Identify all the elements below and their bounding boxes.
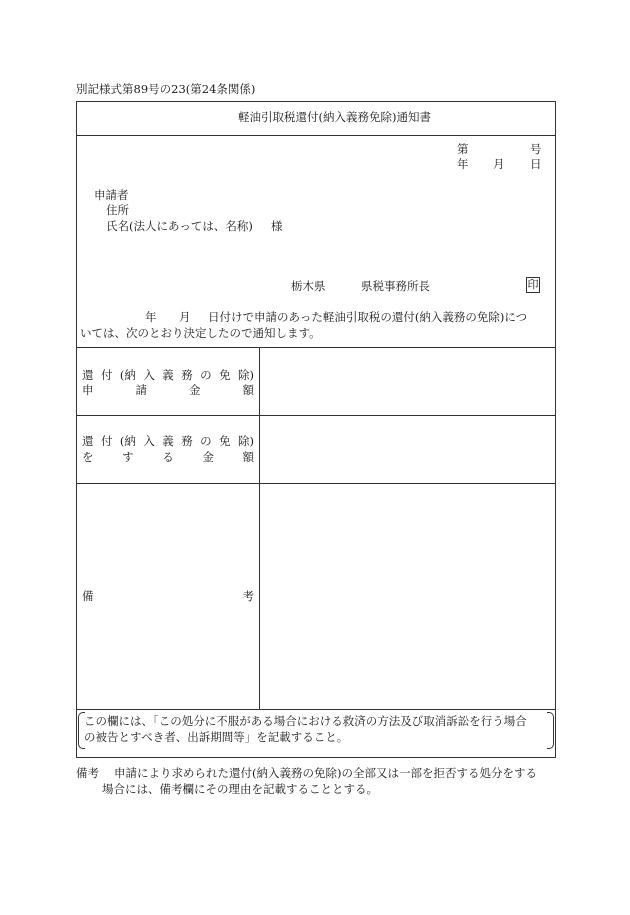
row-refund-request-line-2: 申 請 金 額 xyxy=(82,383,254,397)
number-suffix: 号 xyxy=(530,142,542,156)
bracket-right xyxy=(547,712,554,749)
issuer-prefecture: 栃木県 xyxy=(291,279,326,293)
form-id: 別記様式第89号の23(第24条関係) xyxy=(76,82,256,96)
applicant-address: 住所 xyxy=(106,203,129,217)
divider xyxy=(76,483,556,484)
notice-year: 年 xyxy=(145,310,157,324)
row-remarks: 備 考 xyxy=(82,589,254,603)
row-refund-amount-line-2: を す る 金 額 xyxy=(82,450,254,464)
footnote-line-2: 場合には、備考欄にその理由を記載することとする。 xyxy=(102,782,378,796)
footnote-line-1: 申請により求められた還付(納入義務の免除)の全部又は一部を拒否する処分をする xyxy=(114,766,537,780)
divider xyxy=(76,709,556,710)
row-refund-request-line-1: 還 付 (納 入 義 務 の 免 除) xyxy=(82,368,254,382)
number-prefix: 第 xyxy=(457,142,469,156)
applicant-name: 氏名(法人にあっては、名称) xyxy=(106,219,253,233)
date-day: 日 xyxy=(530,157,542,171)
seal-mark: 印 xyxy=(527,278,539,291)
divider xyxy=(76,415,556,416)
date-year: 年 xyxy=(457,157,469,171)
divider xyxy=(76,347,556,348)
appeal-note-line-2: の被告とすべき者、出訴期間等」を記載すること。 xyxy=(84,730,349,744)
applicant-label: 申請者 xyxy=(94,188,129,202)
form-title: 軽油引取税還付(納入義務免除)通知書 xyxy=(238,110,431,124)
footnote-label: 備考 xyxy=(76,766,99,780)
notice-line-1: 日付けで申請のあった軽油引取税の還付(納入義務の免除)につ xyxy=(208,310,528,324)
applicant-honorific: 様 xyxy=(271,219,283,233)
column-divider xyxy=(259,347,260,709)
divider xyxy=(76,135,556,136)
row-refund-amount-line-1: 還 付 (納 入 義 務 の 免 除) xyxy=(82,434,254,448)
notice-line-2: いては、次のとおり決定したので通知します。 xyxy=(80,326,321,340)
notification-form xyxy=(76,101,556,758)
appeal-note-line-1: この欄には、「この処分に不服がある場合における救済の方法及び取消訴訟を行う場合 xyxy=(84,714,527,728)
notice-month: 月 xyxy=(179,310,191,324)
issuer-office: 県税事務所長 xyxy=(361,279,430,293)
date-month: 月 xyxy=(493,157,505,171)
